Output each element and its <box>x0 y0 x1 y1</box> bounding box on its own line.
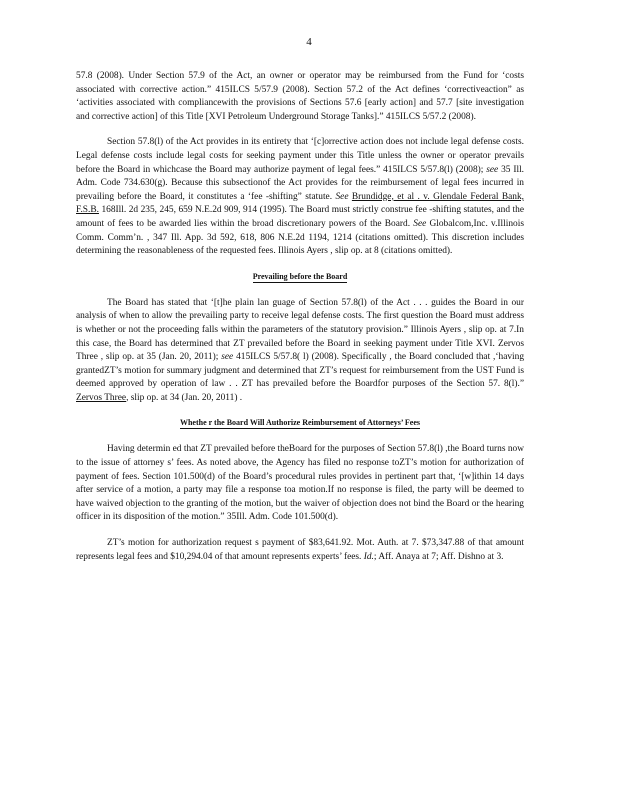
paragraph-2-text-a: Section 57.8(l) of the Act provides in its entirety that ‘[c]orrective action does not include legal defense costs. Legal defense costs include legal costs for seeking payment under this Title unless the owner or operator prevails before the Board in whichcase the Board may authorize payment of legal fees.” 415ILCS 5/57.8(l) (2008); <box>76 137 524 175</box>
paragraph-2 <box>76 136 524 258</box>
paragraph-4 <box>76 443 524 525</box>
paragraph-5-text-b: ; Aff. Anaya at 7; Aff. Dishno at 3. <box>373 551 504 562</box>
paragraph-5 <box>76 537 524 564</box>
signal-see: see <box>221 352 234 363</box>
case-citation-zervos: Zervos Three <box>76 392 127 403</box>
document-body <box>76 70 524 576</box>
signal-see: see <box>486 164 499 175</box>
paragraph-1 <box>76 70 524 124</box>
paragraph-4-text: Having determin ed that ZT prevailed before theBoard for the purposes of Section 57.8(l) ,the Board turns now to the issue of attorney s’ fees. As noted above, the Agency has filed no response toZT’s motion for authorization of payment of fees. Section 101.500(d) of the Board’s procedural rules provides in pertinent part that, ‘[w]ithin 14 days after service of a motion, a party may file a response toa motion.If no response is filed, the party will be deemed to have waived objection to the granting of the motion, but the waiver of objection does not bind the Board or the hearing officer in its disposition of the motion.” 35Ill. Adm. Code 101.500(d). <box>76 444 524 523</box>
section-heading-text: Prevailing before the Board <box>252 271 348 281</box>
paragraph-3 <box>76 297 524 406</box>
paragraph-2-text-d: Globalcom,Inc. v.Illinois Comm. Comm’n. , 347 Ill. App. 3d 592, 618, 806 N.E.2d 1194, 1214 (citations omitted). This discretion includes determining the reasonableness of the requested fees. Illinois Ayers , slip op. at 8 (citations omitted). <box>76 218 524 257</box>
paragraph-5-text-a: ZT’s motion for authorization request s payment of $83,641.92. Mot. Auth. at 7. $73,347.88 of that amount represents legal fees and $10,294.04 of that amount represents experts’ fees. <box>76 538 524 562</box>
paragraph-3-text-a: The Board has stated that ‘[t]he plain lan guage of Section 57.8(l) of the Act . . . guides the Board in our analysis of when to allow the prevailing party to receive legal defense costs. The first question the Board must address is whether or not the proceeding falls within the parameters of the statutory provision.” Illinois Ayers , slip op. at 7.In this case, the Board has determined that ZT prevailed before the Board in seeking payment under Title XVI. Zervos Three , slip op. at 35 (Jan. 20, 2011); <box>76 297 524 363</box>
section-heading-fees <box>76 417 524 429</box>
case-citation-brundidge: Brundidge, et al . v. Glendale Federal Bank, F.S.B. <box>76 191 524 216</box>
paragraph-3-text-c: , slip op. at 34 (Jan. 20, 2011) . <box>126 392 243 403</box>
signal-id: Id. <box>363 551 374 562</box>
signal-see: See <box>335 191 349 202</box>
paragraph-2-text-b: 35 Ill. Adm. Code 734.630(g). Because this subsectionof the Act provides for the reimbursement of legal fees incurred in prevailing before the Board, it constitutes a ‘fee -shifting” statute. <box>76 164 525 202</box>
page-number: 4 <box>306 36 312 48</box>
paragraph-3-text-b: 415ILCS 5/57.8( l) (2008). Specifically , the Board concluded that ,‘having grantedZT’s motion for summary judgment and determined that ZT’s request for reimbursement from the UST Fund is deemed approved by operation of law . . ZT has prevailed before the Boardfor purposes of the Section 57. 8(l).” <box>76 352 525 390</box>
section-heading-prevailing <box>76 271 524 283</box>
signal-see: See <box>413 218 427 229</box>
paragraph-2-text-c: 168Ill. 2d 235, 245, 659 N.E.2d 909, 914 (1995). The Board must strictly construe fee -shifting statutes, and the amount of fees to be awarded lies within the broad discretionary powers of the Board. <box>76 205 524 229</box>
paragraph-1-text: 57.8 (2008). Under Section 57.9 of the Act, an owner or operator may be reimbursed from the Fund for ‘costs associated with corrective action.” 415ILCS 5/57.9 (2008). Section 57.2 of the Act defines ‘correctiveaction” as ‘activities associated with compliancewith the provisions of Sections 57.6 [early action] and 57.7 [site investigation and corrective action] of this Title [XVI Petroleum Underground Storage Tanks].” 415ILCS 5/57.2 (2008). <box>76 71 524 122</box>
section-heading-text: Whethe r the Board Will Authorize Reimbursement of Attorneys’ Fees <box>179 418 421 428</box>
